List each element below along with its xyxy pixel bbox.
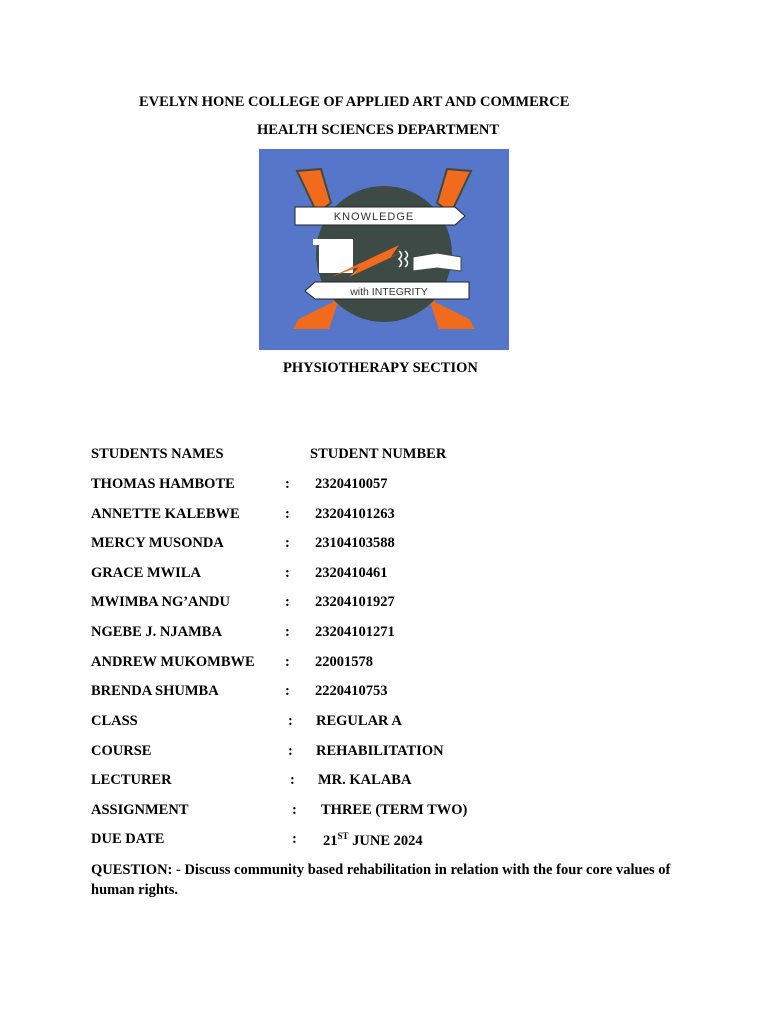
due-month-year: JUNE 2024 xyxy=(348,833,423,849)
banner-top-text: KNOWLEDGE xyxy=(333,211,415,223)
student-number: 23204101271 xyxy=(315,624,395,640)
detail-label: DUE DATE xyxy=(91,831,165,847)
detail-value: REHABILITATION xyxy=(316,743,444,759)
student-number: 22001578 xyxy=(315,654,373,670)
due-date-value xyxy=(323,831,423,850)
book-icon xyxy=(413,253,461,271)
due-day-suffix: ST xyxy=(337,831,349,841)
banner-bottom-text: with INTEGRITY xyxy=(350,286,428,298)
student-name: GRACE MWILA xyxy=(91,565,201,581)
student-number: 2320410461 xyxy=(315,565,388,581)
detail-value: REGULAR A xyxy=(316,713,402,729)
separator: : xyxy=(288,713,293,729)
separator: : xyxy=(292,831,297,847)
due-day: 21 xyxy=(323,833,338,849)
separator: : xyxy=(285,594,290,610)
student-name: ANNETTE KALEBWE xyxy=(91,506,240,522)
detail-label: LECTURER xyxy=(91,772,172,788)
detail-value: THREE (TERM TWO) xyxy=(321,802,468,818)
student-number: 23204101263 xyxy=(315,506,395,522)
student-name: NGEBE J. NJAMBA xyxy=(91,624,222,640)
separator: : xyxy=(285,476,290,492)
detail-value: MR. KALABA xyxy=(318,772,412,788)
header-names: STUDENTS NAMES xyxy=(91,446,224,462)
separator: : xyxy=(290,772,295,788)
detail-label: ASSIGNMENT xyxy=(91,802,189,818)
detail-label: COURSE xyxy=(91,743,152,759)
separator: : xyxy=(285,565,290,581)
detail-label: CLASS xyxy=(91,713,138,729)
separator: : xyxy=(285,624,290,640)
student-name: BRENDA SHUMBA xyxy=(91,683,219,699)
student-number: 23104103588 xyxy=(315,535,395,551)
department-name: HEALTH SCIENCES DEPARTMENT xyxy=(257,122,500,138)
separator: : xyxy=(285,535,290,551)
student-name: MERCY MUSONDA xyxy=(91,535,224,551)
college-name: EVELYN HONE COLLEGE OF APPLIED ART AND COMMERCE xyxy=(139,94,570,110)
student-name: THOMAS HAMBOTE xyxy=(91,476,235,492)
header-number: STUDENT NUMBER xyxy=(310,446,447,462)
separator: : xyxy=(292,802,297,818)
student-name: ANDREW MUKOMBWE xyxy=(91,654,255,670)
student-number: 23204101927 xyxy=(315,594,395,610)
separator: : xyxy=(285,654,290,670)
separator: : xyxy=(285,683,290,699)
student-number: 2220410753 xyxy=(315,683,388,699)
assignment-question: QUESTION: - Discuss community based rehabilitation in relation with the four core values of human rights. xyxy=(91,862,671,898)
college-logo xyxy=(259,149,509,350)
student-number: 2320410057 xyxy=(315,476,388,492)
separator: : xyxy=(288,743,293,759)
section-name: PHYSIOTHERAPY SECTION xyxy=(283,360,478,376)
student-name: MWIMBA NG’ANDU xyxy=(91,594,230,610)
separator: : xyxy=(285,506,290,522)
